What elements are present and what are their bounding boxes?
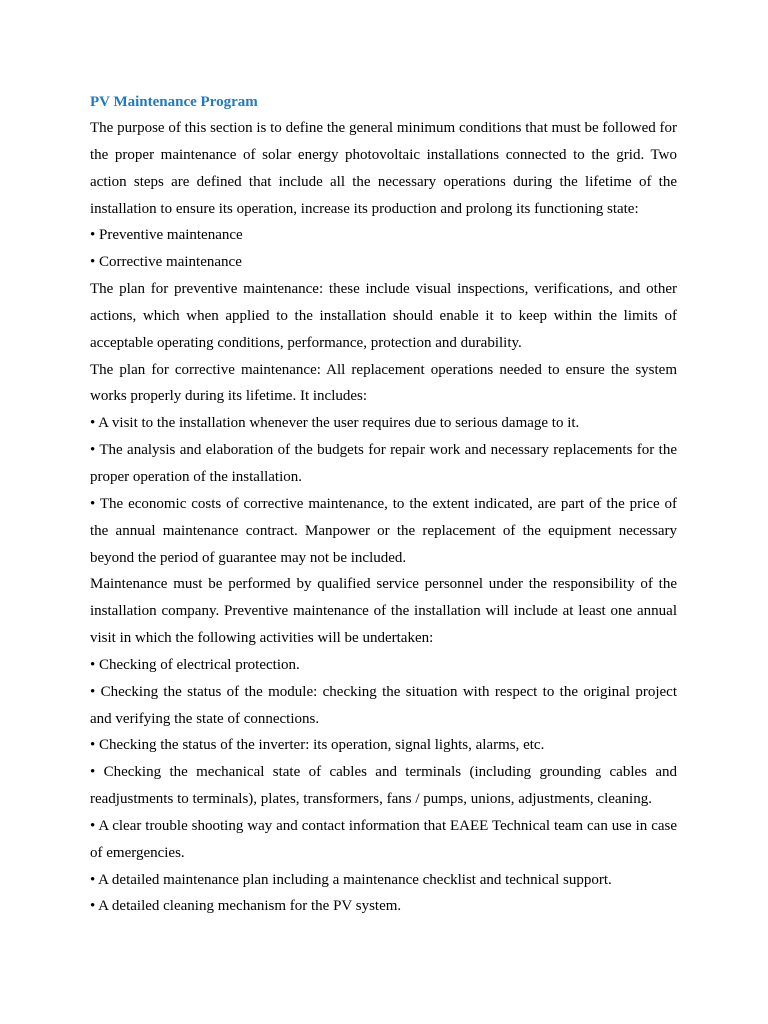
paragraph-qualified-personnel: Maintenance must be performed by qualified service personnel under the responsibility of the installation company. Preventive maintenance of the installation will include at least one annual visit in which the following activities will be undertaken: <box>90 576 677 647</box>
bullet-visit: • A visit to the installation whenever the user requires due to serious damage to it. <box>90 415 580 432</box>
bullet-cleaning-mechanism: • A detailed cleaning mechanism for the PV system. <box>90 898 402 915</box>
bullet-economic-costs: • The economic costs of corrective maintenance, to the extent indicated, are part of the price of the annual maintenance contract. Manpower or the replacement of the equipment necessary beyond the period of guarantee may not be included. <box>90 495 677 566</box>
bullet-trouble-shooting: • A clear trouble shooting way and contact information that EAEE Technical team can use in case of emergencies. <box>90 817 677 861</box>
bullet-preventive: • Preventive maintenance <box>90 227 243 244</box>
bullet-mechanical-state: • Checking the mechanical state of cables and terminals (including grounding cables and readjustments to terminals), plates, transformers, fans / pumps, unions, adjustments, cleaning. <box>90 764 677 808</box>
bullet-budgets: • The analysis and elaboration of the budgets for repair work and necessary replacements for the proper operation of the installation. <box>90 442 677 485</box>
paragraph-purpose: The purpose of this section is to define the general minimum conditions that must be followed for the proper maintenance of solar energy photovoltaic installations connected to the grid. Two action steps are defined that include all the necessary operations during the lifetime of the installation to ensure its operation, increase its production and prolong its functioning state: <box>90 120 677 217</box>
bullet-inverter-status: • Checking the status of the inverter: its operation, signal lights, alarms, etc. <box>90 737 545 754</box>
bullet-corrective: • Corrective maintenance <box>90 254 242 271</box>
bullet-electrical-protection: • Checking of electrical protection. <box>90 656 300 673</box>
paragraph-corrective-plan: The plan for corrective maintenance: All replacement operations needed to ensure the system works properly during its lifetime. It includes: <box>90 361 677 405</box>
bullet-module-status: • Checking the status of the module: checking the situation with respect to the original project and verifying the state of connections. <box>90 683 677 727</box>
document-page <box>90 91 677 920</box>
paragraph-preventive-plan: The plan for preventive maintenance: these include visual inspections, verifications, and other actions, which when applied to the installation should enable it to keep within the limits of acceptable operating conditions, performance, protection and durability. <box>90 281 677 351</box>
bullet-maintenance-plan: • A detailed maintenance plan including a maintenance checklist and technical support. <box>90 871 612 888</box>
section-title: PV Maintenance Program <box>90 94 258 110</box>
